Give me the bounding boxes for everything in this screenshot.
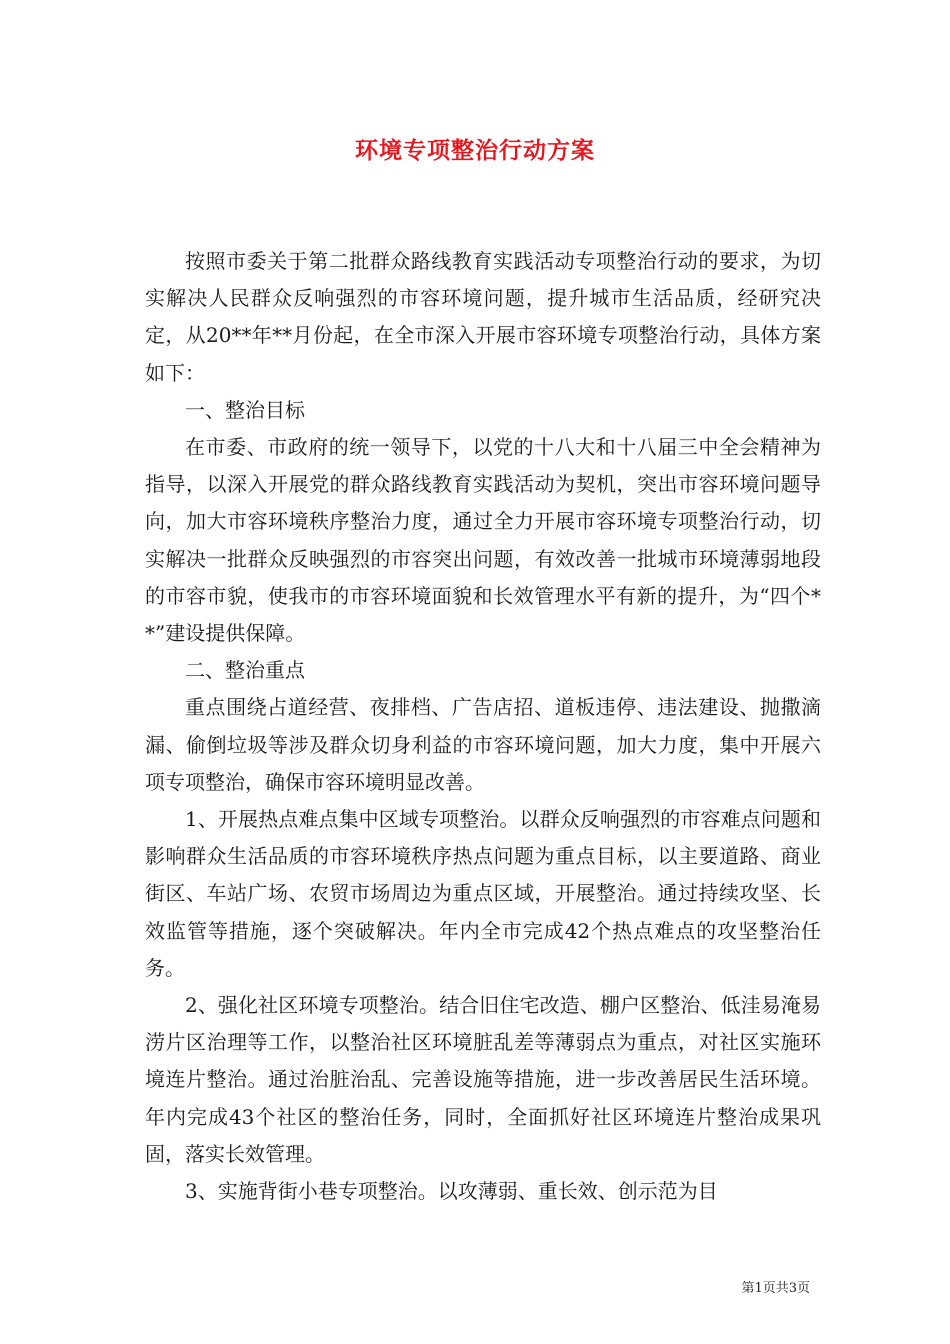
item-1-paragraph: 1、开展热点难点集中区域专项整治。以群众反响强烈的市容难点问题和影响群众生活品质的市容环境秩序热点问题为重点目标，以主要道路、商业街区、车站广场、农贸市场周边为重点区域，开展整治。通过持续攻坚、长效监管等措施，逐个突破解决。年内全市完成42个热点难点的攻坚整治任务。 [145,807,821,980]
goals-paragraph: 在市委、市政府的统一领导下，以党的十八大和十八届三中全会精神为指导，以深入开展党的群众路线教育实践活动为契机，突出市容环境问题导向，加大市容环境秩序整治力度，通过全力开展市容环境专项整治行动，切实解决一批群众反映强烈的市容突出问题，有效改善一批城市环境薄弱地段的市容市貌，使我市的市容环境面貌和长效管理水平有新的提升，为“四个**”建设提供保障。 [145,435,821,646]
focus-paragraph: 重点围绕占道经营、夜排档、广告店招、道板违停、违法建设、抛撒滴漏、偷倒垃圾等涉及群众切身利益的市容环境问题，加大力度，集中开展六项专项整治，确保市容环境明显改善。 [145,695,821,794]
page-number-indicator: 第1页共3页 [741,1281,810,1296]
intro-paragraph: 按照市委关于第二批群众路线教育实践活动专项整治行动的要求，为切实解决人民群众反响强烈的市容环境问题，提升城市生活品质，经研究决定，从20**年**月份起，在全市深入开展市容环境专项整治行动，具体方案如下： [145,249,821,385]
document-title: 环境专项整治行动方案 [355,137,595,164]
item-2-paragraph: 2、强化社区环境专项整治。结合旧住宅改造、棚户区整治、低洼易淹易涝片区治理等工作，以整治社区环境脏乱差等薄弱点为重点，对社区实施环境连片整治。通过治脏治乱、完善设施等措施，进一步改善居民生活环境。年内完成43个社区的整治任务，同时，全面抓好社区环境连片整治成果巩固，落实长效管理。 [145,993,821,1166]
item-3-paragraph: 3、实施背街小巷专项整治。以攻薄弱、重长效、创示范为目 [185,1179,718,1204]
section-heading-goals: 一、整治目标 [185,397,305,422]
section-heading-focus: 二、整治重点 [185,658,305,683]
document-body [145,243,821,1210]
